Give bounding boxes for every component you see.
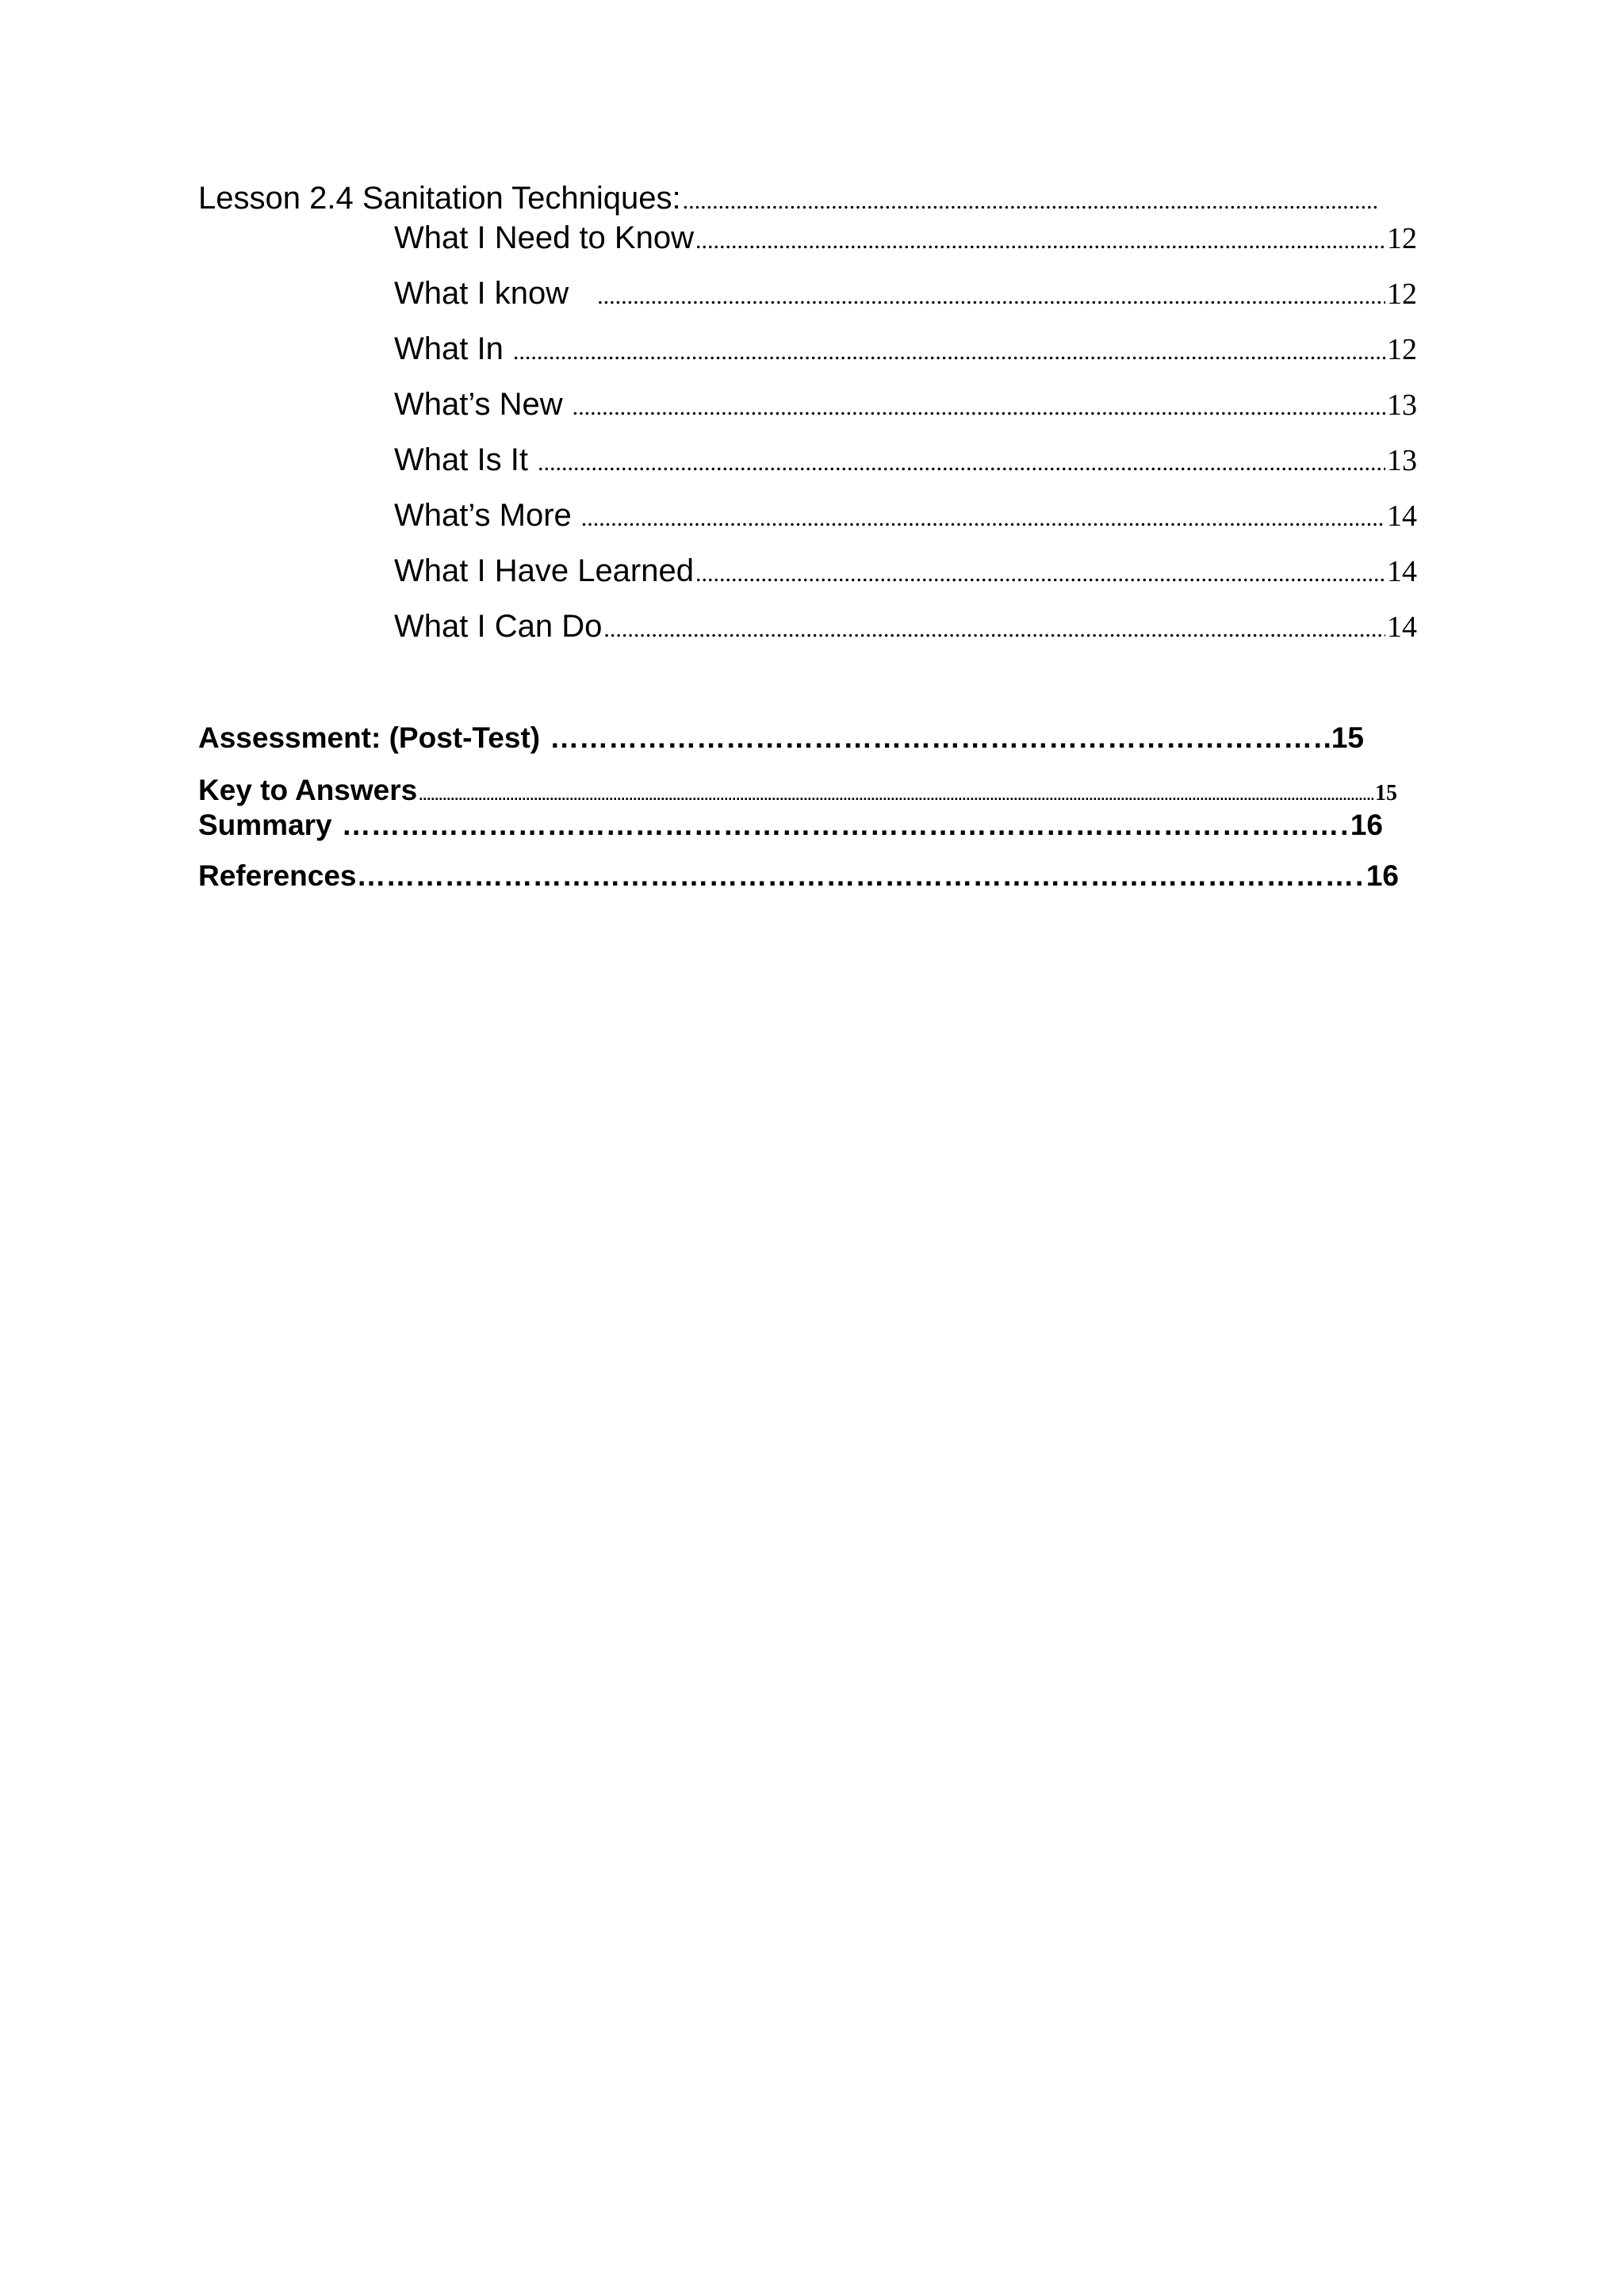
toc-entry-title: Summary bbox=[198, 809, 332, 841]
toc-entry-title: References bbox=[198, 859, 357, 892]
toc-entry-page: 12 bbox=[1387, 333, 1417, 366]
toc-leader-dots bbox=[342, 809, 1349, 842]
toc-entry-page: 14 bbox=[1387, 555, 1417, 588]
toc-lesson-title: Lesson 2.4 Sanitation Techniques: bbox=[198, 181, 681, 216]
toc-entry-summary bbox=[198, 809, 1383, 842]
toc-entry-page: 12 bbox=[1387, 222, 1417, 255]
toc-entry-title: What I Can Do bbox=[394, 609, 603, 644]
toc-entry-title: What’s More bbox=[394, 498, 572, 533]
toc-leader-dots bbox=[419, 787, 1373, 804]
toc-leader-dots bbox=[597, 283, 1385, 310]
toc-entry-page: 16 bbox=[1365, 859, 1399, 892]
toc-entry-title: Key to Answers bbox=[198, 774, 418, 806]
toc-entry-title: What I Need to Know bbox=[394, 220, 694, 255]
toc-entry-title: What In bbox=[394, 331, 504, 366]
toc-entry-assessment bbox=[198, 721, 1364, 755]
toc-entry-references bbox=[198, 859, 1399, 893]
toc-entry-page: 15 bbox=[1375, 781, 1397, 806]
toc-entry-what-in bbox=[394, 331, 1417, 367]
toc-entry-page: 13 bbox=[1387, 388, 1417, 422]
toc-leader-dots bbox=[581, 505, 1385, 532]
toc-leader-dots bbox=[573, 394, 1385, 421]
toc-entry-page: .15 bbox=[1323, 721, 1364, 754]
toc-entry-page: 13 bbox=[1387, 444, 1417, 477]
toc-leader-dots bbox=[603, 616, 1385, 643]
toc-leader-dots bbox=[513, 339, 1385, 365]
toc-entry-what-i-can-do bbox=[394, 609, 1417, 645]
toc-leader-dots bbox=[695, 561, 1385, 587]
toc-entry-what-i-need-to-know bbox=[394, 220, 1417, 256]
toc-leader-dots bbox=[357, 859, 1365, 893]
toc-entry-page: 14 bbox=[1387, 499, 1417, 533]
toc-leader-dots bbox=[538, 450, 1385, 476]
toc-entry-title: Assessment: (Post-Test) bbox=[198, 721, 541, 754]
toc-entry-whats-more bbox=[394, 498, 1417, 534]
toc-lesson-2-4 bbox=[198, 181, 1381, 216]
toc-leader-dots bbox=[550, 721, 1321, 755]
toc-entry-what-i-have-learned bbox=[394, 553, 1417, 589]
toc-entry-title: What I know bbox=[394, 276, 569, 311]
toc-entry-whats-new bbox=[394, 387, 1417, 423]
toc-entry-page: 12 bbox=[1387, 277, 1417, 311]
toc-entry-title: What I Have Learned bbox=[394, 553, 694, 588]
toc-entry-title: What Is It bbox=[394, 442, 528, 477]
toc-leader-dots bbox=[695, 228, 1385, 254]
toc-entry-what-is-it bbox=[394, 442, 1417, 478]
toc-entry-title: What’s New bbox=[394, 387, 563, 422]
toc-entry-page: 16 bbox=[1350, 809, 1383, 841]
toc-entry-page: 14 bbox=[1387, 610, 1417, 644]
toc-entry-key-to-answers bbox=[198, 774, 1397, 807]
toc-leader-dots bbox=[683, 188, 1380, 215]
toc-entry-what-i-know bbox=[394, 276, 1417, 312]
